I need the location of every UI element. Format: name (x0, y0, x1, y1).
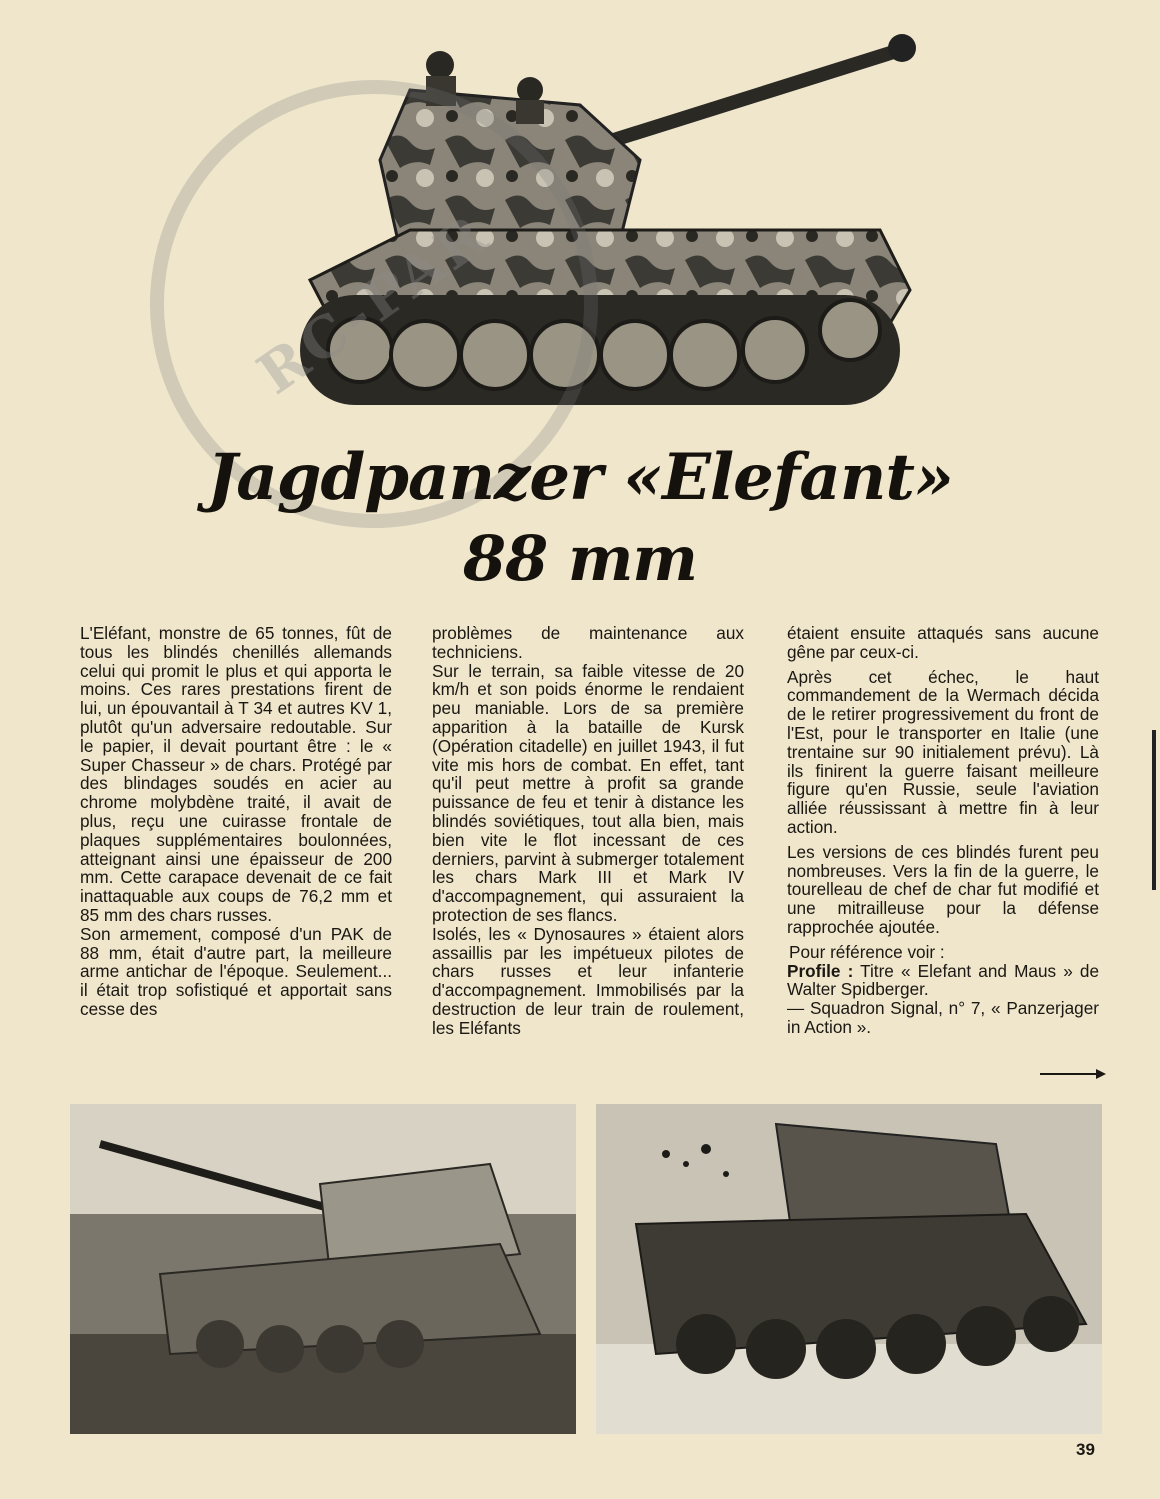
paragraph: L'Eléfant, monstre de 65 tonnes, fût de tous les blindés chenillés allemands celui qui promit le plus et qui apporta le moins. Ces rares prestations firent de lui, un épouvantail à T 34 et autres KV 1, plutôt qu'un adversaire redoutable. Sur le papier, il devait pourtant être : le « Super Chasseur » de chars. Protégé par des blindages soudés en acier au chrome molybdène traité, il avait de plus, reçu une cuirasse frontale de plaques supplémentaires boulonnées, atteignant ainsi une épaisseur de 200 mm. Cette carapace devenait de ce fait inattaquable aux coups de 76,2 mm et 85 mm des chars russes. (80, 623, 392, 925)
reference-heading: Pour référence voir : (789, 941, 945, 962)
reference-profile-label: Profile : (787, 960, 854, 981)
continue-arrow-icon (1040, 1068, 1106, 1080)
watermark-text: RC-PAR (245, 200, 503, 408)
reference-profile (787, 962, 1099, 1000)
text-column-2 (432, 624, 744, 1038)
paragraph: Son armement, composé d'un PAK de 88 mm, était d'autre part, la meilleure arme antichar de l'époque. Seulement... il était trop sofistiqué et apportait sans cesse des (80, 923, 392, 1019)
reference-profile-text: Titre « Elefant and Maus » de Walter Spidberger. (787, 960, 1099, 1000)
paragraph: étaient ensuite attaqués sans aucune gêne par ceux-ci. (787, 623, 1099, 662)
paragraph: Isolés, les « Dynosaures » étaient alors assaillis par les impétueux pilotes de chars russes et leur infanterie d'accompagnement. Immobilisés par la destruction de leur train de roulement, les Eléfants (432, 923, 744, 1038)
paragraph: Les versions de ces blindés furent peu nombreuses. Vers la fin de la guerre, le tourelleau de chef de char fut modifié et une mitrailleuse pour la défense rapprochée ajoutée. (787, 841, 1099, 937)
text-column-3 (787, 624, 1099, 1037)
reference-squadron: — Squadron Signal, n° 7, « Panzerjager in Action ». (787, 998, 1099, 1037)
paragraph: problèmes de maintenance aux techniciens. (432, 623, 744, 662)
text-column-1 (80, 624, 392, 1019)
photo-tank-rear (596, 1104, 1102, 1434)
paragraph: Sur le terrain, sa faible vitesse de 20 km/h et son poids énorme le rendaient peu maniable. Lors de sa première apparition à la bataille de Kursk (Opération citadelle) en juillet 1943, il fut vite mis hors de combat. En effet, tant qu'il peut mettre à profit sa grande puissance de feu et tenir à distance les blindés soviétiques, tout alla bien, mais bien vite le flot incessant de ces derniers, parvint à submerger totalement les chars Mark III et Mark IV d'accompagnement, qui assuraient la protection de ses flancs. (432, 660, 744, 925)
article-subtitle: 88 mm (462, 522, 698, 595)
edge-mark (1152, 730, 1156, 890)
article-title: Jagdpanzer «Elefant» (207, 440, 953, 515)
paragraph: Après cet échec, le haut commandement de la Wermach décida de le retirer progressivement du front de l'Est, pour le transporter en Italie (une trentaine sur 90 initialement prévu). Là ils finirent la guerre faisant meilleure figure qu'en Russie, seule l'aviation alliée réussissant à mettre fin à leur action. (787, 666, 1099, 837)
photo-tank-field (70, 1104, 576, 1434)
page-number: 39 (1076, 1440, 1095, 1459)
